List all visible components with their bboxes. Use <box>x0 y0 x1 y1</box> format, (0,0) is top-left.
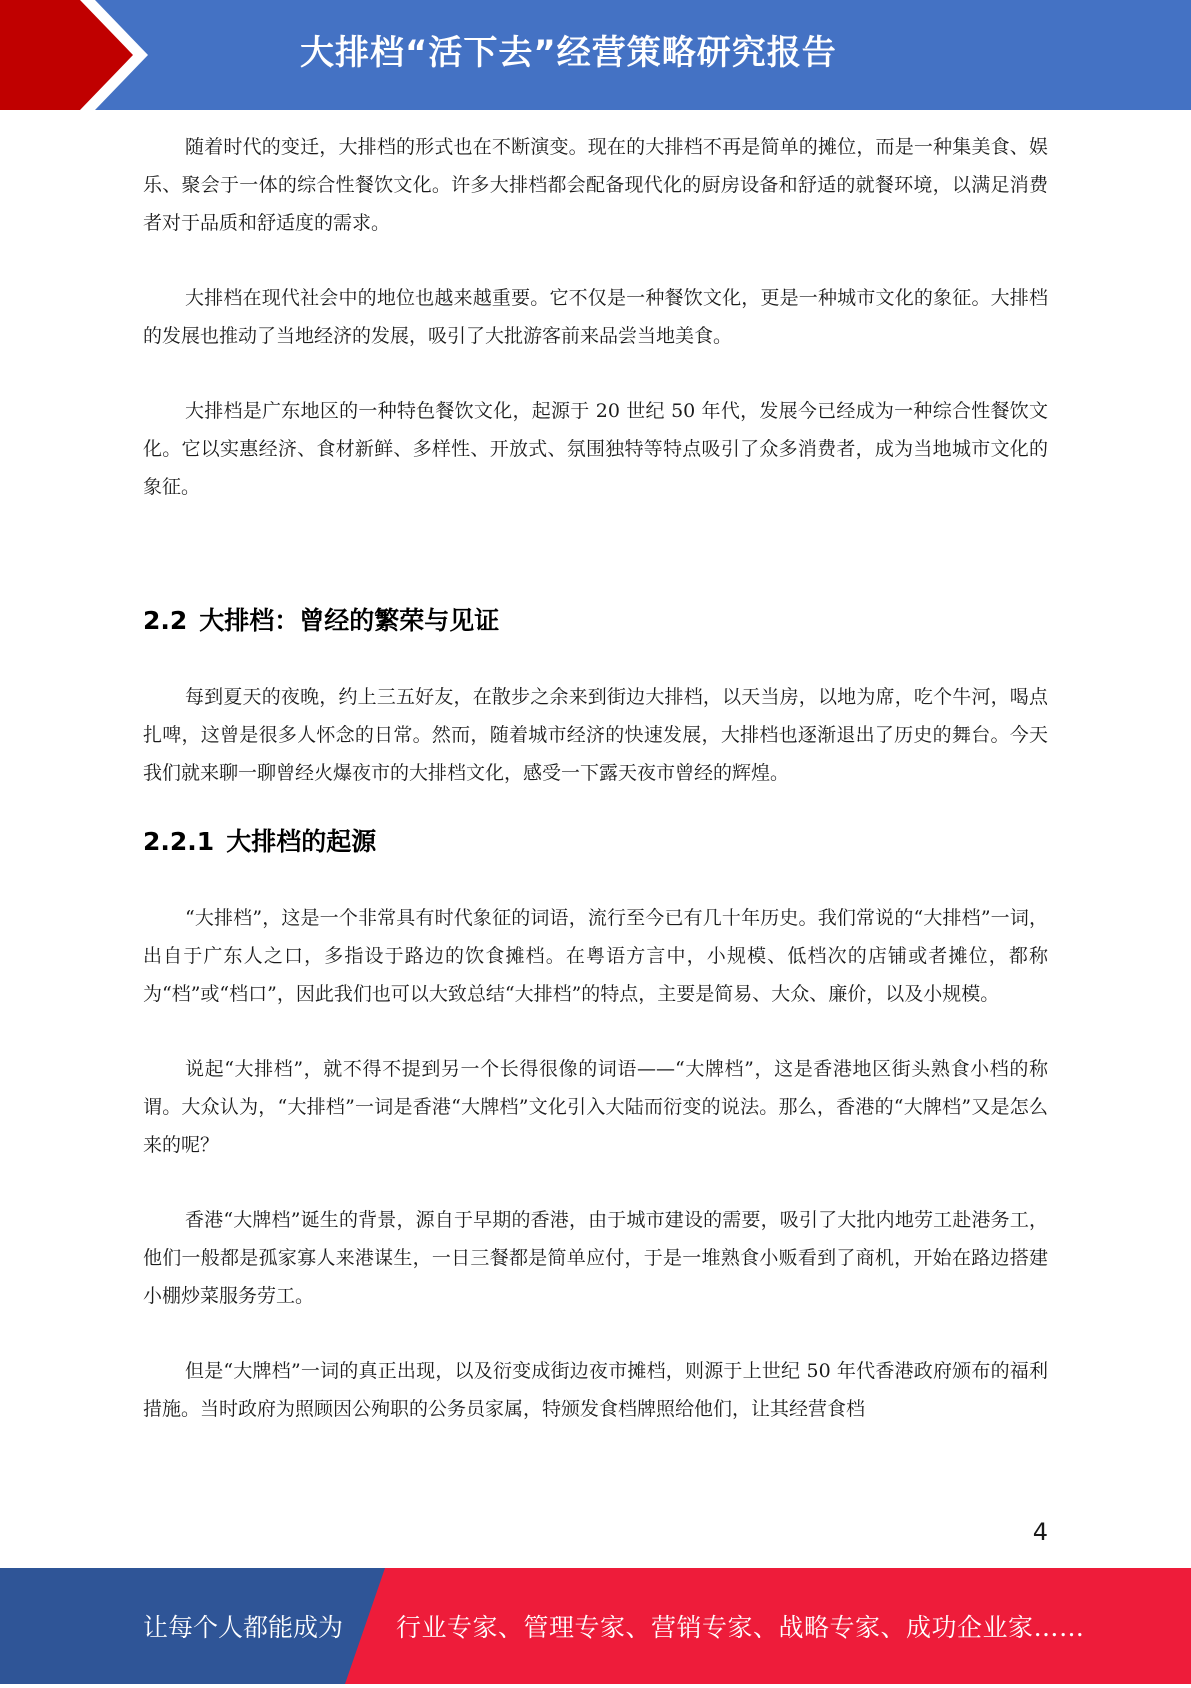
section-title: 大排档：曾经的繁荣与见证 <box>199 606 500 635</box>
paragraph: 大排档是广东地区的一种特色餐饮文化，起源于 20 世纪 50 年代，发展今已经成为一种综合性餐饮文化。它以实惠经济、食材新鲜、多样性、开放式、氛围独特等特点吸引了众多消费者，成为当地城市文化的象征。 <box>143 400 1048 498</box>
paragraph: 随着时代的变迁，大排档的形式也在不断演变。现在的大排档不再是简单的摊位，而是一种集美食、娱乐、聚会于一体的综合性餐饮文化。许多大排档都会配备现代化的厨房设备和舒适的就餐环境，以满足消费者对于品质和舒适度的需求。 <box>143 136 1048 234</box>
paragraph: “大排档”，这是一个非常具有时代象征的词语，流行至今已有几十年历史。我们常说的“大排档”一词，出自于广东人之口，多指设于路边的饮食摊档。在粤语方言中，小规模、低档次的店铺或者摊位，都称为“档”或“档口”，因此我们也可以大致总结“大排档”的特点，主要是简易、大众、廉价，以及小规模。 <box>143 907 1048 1005</box>
paragraph: 大排档在现代社会中的地位也越来越重要。它不仅是一种餐饮文化，更是一种城市文化的象征。大排档的发展也推动了当地经济的发展，吸引了大批游客前来品尝当地美食。 <box>143 287 1048 347</box>
page-header <box>0 0 1191 110</box>
section-number: 2.2.1 <box>143 827 215 856</box>
footer-slogan-right: 行业专家、管理专家、营销专家、战略专家、成功企业家…… <box>396 1613 1085 1642</box>
document-title: 大排档“活下去”经营策略研究报告 <box>300 33 837 73</box>
document-body <box>143 128 1048 1428</box>
paragraph: 香港“大牌档”诞生的背景，源自于早期的香港，由于城市建设的需要，吸引了大批内地劳工赴港务工，他们一般都是孤家寡人来港谋生，一日三餐都是简单应付，于是一堆熟食小贩看到了商机，开始在路边搭建小棚炒菜服务劳工。 <box>143 1209 1048 1307</box>
paragraph: 每到夏天的夜晚，约上三五好友，在散步之余来到街边大排档，以天当房，以地为席，吃个牛河，喝点扎啤，这曾是很多人怀念的日常。然而，随着城市经济的快速发展，大排档也逐渐退出了历史的舞台。今天我们就来聊一聊曾经火爆夜市的大排档文化，感受一下露天夜市曾经的辉煌。 <box>143 686 1048 784</box>
red-arrow-decoration <box>0 0 160 110</box>
section-title: 大排档的起源 <box>226 827 377 856</box>
paragraph: 说起“大排档”，就不得不提到另一个长得很像的词语——“大牌档”，这是香港地区街头熟食小档的称谓。大众认为，“大排档”一词是香港“大牌档”文化引入大陆而衍变的说法。那么，香港的“大牌档”又是怎么来的呢？ <box>143 1058 1048 1156</box>
section-heading-2-2 <box>143 601 1048 641</box>
paragraph: 但是“大牌档”一词的真正出现，以及衍变成街边夜市摊档，则源于上世纪 50 年代香港政府颁布的福利措施。当时政府为照顾因公殉职的公务员家属，特颁发食档牌照给他们，让其经营食档 <box>143 1360 1048 1420</box>
section-number: 2.2 <box>143 606 188 635</box>
footer-slogan-left: 让每个人都能成为 <box>143 1613 344 1642</box>
page-footer <box>0 1568 1191 1684</box>
page-number: 4 <box>1032 1518 1048 1546</box>
section-heading-2-2-1 <box>143 822 1048 862</box>
